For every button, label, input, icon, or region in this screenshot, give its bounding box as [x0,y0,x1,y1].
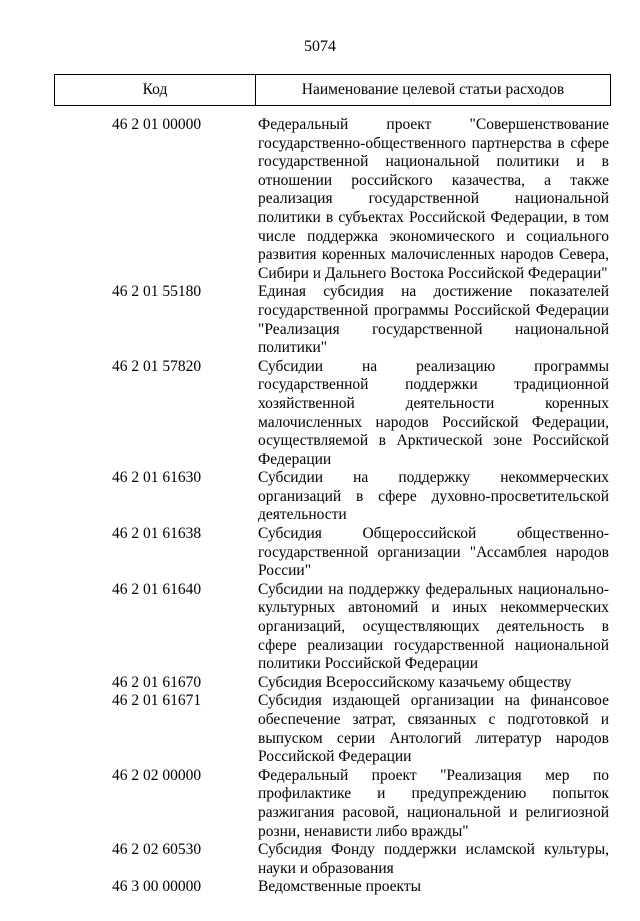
header-code: Код [55,75,256,105]
table-row [0,674,640,693]
table-row [0,283,640,357]
table-row [0,692,640,766]
page-number: 5074 [304,38,336,55]
table-row [0,841,640,878]
row-code: 46 2 01 55180 [112,283,202,301]
row-code: 46 2 01 57820 [112,357,202,375]
table-row [0,767,640,841]
table-row [0,581,640,674]
row-name: Субсидия Всероссийскому казачьему обществу [258,673,572,691]
row-name: Субсидии на поддержку федеральных национально-культурных автономий и иных некоммерческих организаций, осуществляющих деятельность в сфере реализации государственной национальной политики Российской Федерации [258,580,609,673]
row-code: 46 2 02 60530 [112,841,202,859]
header-name: Наименование целевой статьи расходов [301,81,565,98]
row-name: Федеральный проект "Реализация мер по профилактике и предупреждению попыток разжигания расовой, национальной и религиозной розни, ненависти либо вражды" [258,766,609,840]
table-header [54,74,611,106]
table-row [0,469,640,525]
table-row [0,358,640,470]
row-code: 46 3 00 00000 [112,878,202,896]
row-code: 46 2 01 61670 [112,673,202,691]
row-code: 46 2 01 61671 [112,692,202,710]
row-code: 46 2 02 00000 [112,766,202,784]
row-name: Федеральный проект "Совершенствование государственно-общественного партнерства в сфере государственной национальной политики и в отношении российского казачества, а также реализация государственной национальной политики в субъектах Российской Федерации, в том числе поддержка экономического и социального развития коренных малочисленных народов Севера, Сибири и Дальнего Востока Российской Федерации" [258,116,609,282]
row-name: Субсидия издающей организации на финансовое обеспечение затрат, связанных с подготовкой и выпуском серии Антологий литератур народов Российской Федерации [258,692,609,766]
table-row [0,116,640,283]
row-name: Субсидия Фонду поддержки исламской культуры, науки и образования [258,841,609,877]
row-name: Единая субсидия на достижение показателей государственной программы Российской Федерации "Реализация государственной национальной политики" [258,283,609,357]
row-name: Ведомственные проекты [258,878,422,896]
row-name: Субсидии на поддержку некоммерческих организаций в сфере духовно-просветительской деятельности [258,469,609,524]
row-code: 46 2 01 00000 [112,116,202,133]
table-row [0,525,640,581]
row-name: Субсидия Общероссийской общественно-государственной организации "Ассамблея народов России" [258,525,609,580]
table-row [0,878,640,897]
row-code: 46 2 01 61630 [112,469,202,487]
row-code: 46 2 01 61640 [112,580,202,598]
row-code: 46 2 01 61638 [112,525,202,543]
table-body [0,116,640,897]
row-name: Субсидии на реализацию программы государственной поддержки традиционной хозяйственной деятельности коренных малочисленных народов Российской Федерации, осуществляемой в Арктической зоне Российской Федерации [258,357,609,468]
